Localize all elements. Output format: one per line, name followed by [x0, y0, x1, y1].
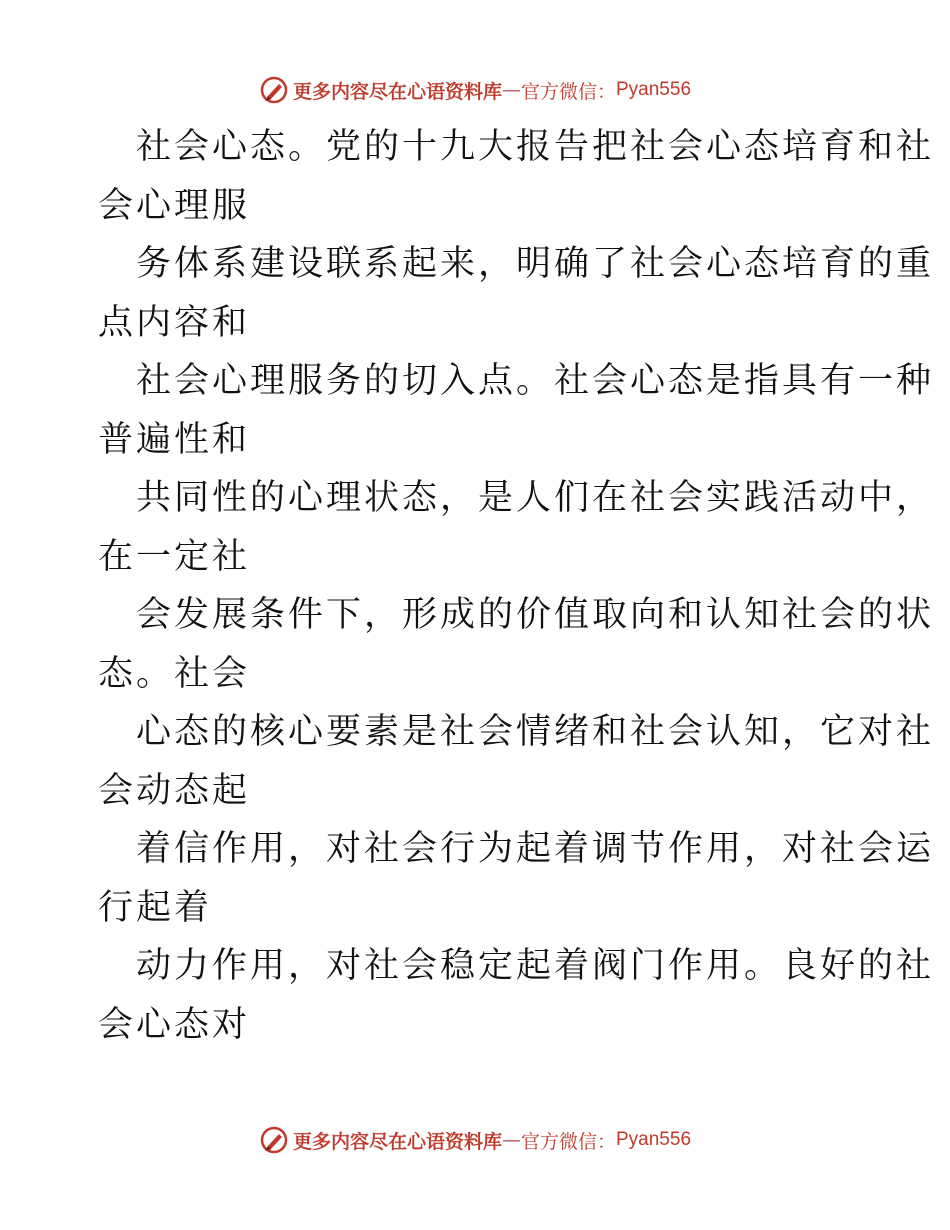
- pen-logo-icon: [259, 75, 289, 105]
- text-line: 行起着: [98, 887, 213, 928]
- banner-dash: —: [501, 1129, 521, 1151]
- document-body: [98, 118, 935, 1054]
- text-line: 社会心态。党的十九大报告把社会心态培育和社: [136, 127, 935, 167]
- text-line: 会心理服: [98, 185, 251, 226]
- banner-wechat-label: 官方微信：: [520, 1130, 616, 1153]
- banner-wechat-id: Pyan556: [616, 79, 692, 100]
- text-line: 社会心理服务的切入点。社会心态是指具有一种: [136, 361, 935, 401]
- header-banner: [0, 70, 950, 110]
- text-line: 在一定社: [98, 536, 251, 577]
- text-line: 务体系建设联系起来，明确了社会心态培育的重: [136, 244, 935, 284]
- text-line: 动力作用，对社会稳定起着阀门作用。良好的社: [136, 946, 935, 986]
- banner-wechat-id: Pyan556: [616, 1129, 692, 1150]
- text-line: 会心态对: [98, 1004, 251, 1045]
- banner-text: 更多内容尽在心语资料库: [292, 80, 502, 103]
- text-line: 心态的核心要素是社会情绪和社会认知，它对社: [136, 712, 935, 752]
- text-line: 态。社会: [98, 653, 251, 694]
- text-line: 会动态起: [98, 770, 251, 811]
- text-line: 着信作用，对社会行为起着调节作用，对社会运: [136, 829, 935, 869]
- banner-wechat-label: 官方微信：: [520, 80, 616, 103]
- text-line: 普遍性和: [98, 419, 251, 460]
- text-line: 共同性的心理状态，是人们在社会实践活动中，: [136, 478, 935, 518]
- footer-banner: [0, 1120, 950, 1160]
- pen-logo-icon: [259, 1125, 289, 1155]
- text-line: 会发展条件下，形成的价值取向和认知社会的状: [136, 595, 935, 635]
- text-line: 点内容和: [98, 302, 251, 343]
- banner-text: 更多内容尽在心语资料库: [292, 1130, 502, 1153]
- banner-dash: —: [501, 79, 521, 101]
